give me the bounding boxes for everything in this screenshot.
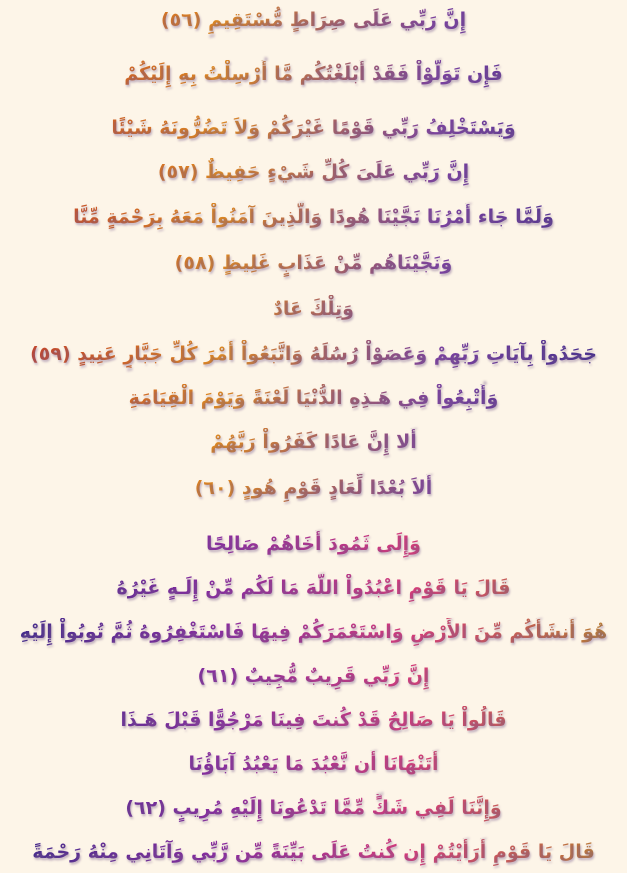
verse-line: أَتَنْهَانَا أَن نَّعْبُدَ مَا يَعْبُدُ آبَاؤُنَا [0,750,627,778]
verse-line: أَلا إِنَّ عَادًا كَفَرُواْ رَبَّهُمْ [0,428,627,456]
verse-line: قَالَ يَا قَوْمِ أَرَأَيْتُمْ إِن كُنتُ عَلَى بَيِّنَةً مِّن رَّبِّي وَآتَانِي مِنْهُ رَحْمَةً [0,838,627,866]
verse-line: وَيَسْتَخْلِفُ رَبِّي قَوْمًا غَيْرَكُمْ وَلاَ تَضُرُّونَهُ شَيْئًا [0,114,627,142]
verse-line: قَالَ يَا قَوْمِ اعْبُدُواْ اللَّهَ مَا لَكُم مِّنْ إِلَـهٍ غَيْرُهُ [0,574,627,602]
verse-line: وَتِلْكَ عَادٌ [0,295,627,323]
verse-line: قَالُواْ يَا صَالِحُ قَدْ كُنتَ فِينَا مَرْجُوًّا قَبْلَ هَـذَا [0,706,627,734]
verse-line: وَلَمَّا جَاء أَمْرُنَا نَجَّيْنَا هُودًا وَالَّذِينَ آمَنُواْ مَعَهُ بِرَحْمَةٍ مِّنَّا [0,203,627,231]
verse-line: جَحَدُواْ بِآيَاتِ رَبِّهِمْ وَعَصَوْاْ رُسُلَهُ وَاتَّبَعُواْ أَمْرَ كُلِّ جَبَّارٍ عَنِيدٍ (٥٩) [0,340,627,368]
verse-line: وَإِلَى ثَمُودَ أَخَاهُمْ صَالِحًا [0,530,627,558]
verse-line: وَأُتْبِعُواْ فِي هَـذِهِ الدُّنْيَا لَعْنَةً وَيَوْمَ الْقِيَامَةِ [0,384,627,412]
verse-line: وَنَجَّيْنَاهُم مِّنْ عَذَابٍ غَلِيظٍ (٥٨) [0,249,627,277]
verse-line: إِنَّ رَبِّي قَرِيبٌ مُّجِيبٌ (٦١) [0,662,627,690]
verse-line: فَإِن تَوَلَّوْاْ فَقَدْ أَبْلَغْتُكُم مَّا أُرْسِلْتُ بِهِ إِلَيْكُمْ [0,60,627,88]
verse-line: أَلاَ بُعْدًا لِّعَادٍ قَوْمِ هُودٍ (٦٠) [0,474,627,502]
verse-line: وَإِنَّنَا لَفِي شَكٍّ مِّمَّا تَدْعُونَا إِلَيْهِ مُرِيبٍ (٦٢) [0,794,627,822]
verse-line: هُوَ أَنشَأَكُم مِّنَ الأَرْضِ وَاسْتَعْمَرَكُمْ فِيهَا فَاسْتَغْفِرُوهُ ثُمَّ تُوبُواْ إِلَيْهِ [0,618,627,646]
verse-line: إِنَّ رَبِّي عَلَى صِرَاطٍ مُّسْتَقِيمٍ (٥٦) [0,6,627,34]
verse-line: إِنَّ رَبِّي عَلَىَ كُلِّ شَيْءٍ حَفِيظٌ (٥٧) [0,158,627,186]
